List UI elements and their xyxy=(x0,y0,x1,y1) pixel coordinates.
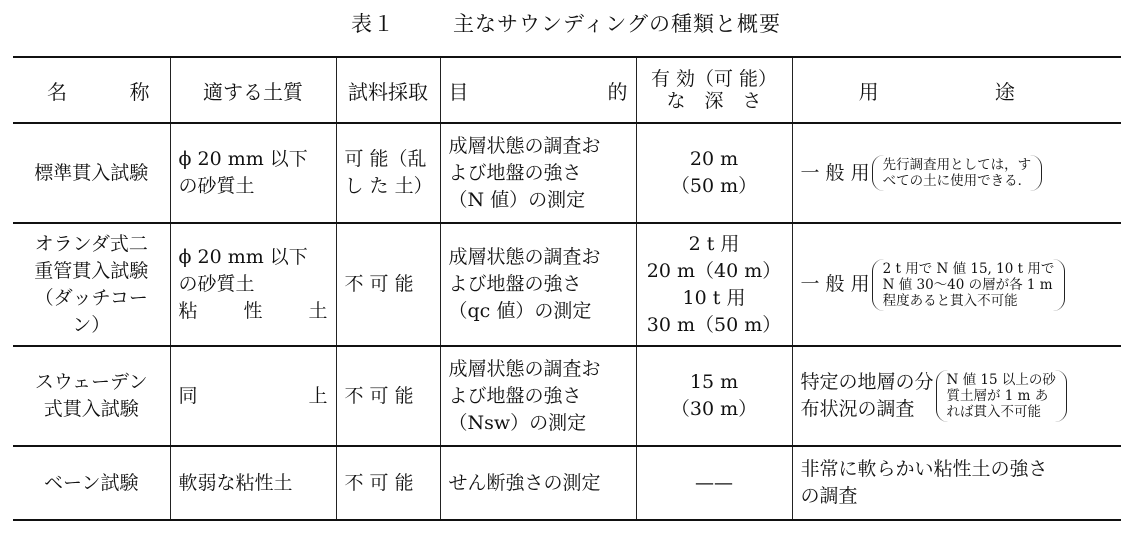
cell-purpose: せん断強さの測定 xyxy=(440,446,636,520)
use-note: N 値 15 以上の砂 質土層が 1 m あ れば貫入不可能 xyxy=(936,370,1067,422)
cell-sampling: 不 可 能 xyxy=(336,446,440,520)
cell-depth: 2 t 用 20 m（40 m） 10 t 用 30 m（50 m） xyxy=(636,223,792,346)
table-caption xyxy=(0,8,1132,38)
header-soil: 適する土質 xyxy=(170,57,336,123)
cell-purpose: 成層状態の調査お よび地盤の強さ （N 値）の測定 xyxy=(440,123,636,223)
cell-sampling: 可 能（乱 し た 土） xyxy=(336,123,440,223)
cell-use: 特定の地層の分 布状況の調査 N 値 15 以上の砂 質土層が 1 m あ れば貫入不可能 xyxy=(792,346,1121,446)
cell-sampling: 不 可 能 xyxy=(336,223,440,346)
cell-soil: ϕ 20 mm 以下 の砂質土 粘 性 土 xyxy=(170,223,336,346)
cell-name: ベーン試験 xyxy=(13,446,170,520)
cell-soil: ϕ 20 mm 以下 の砂質土 xyxy=(170,123,336,223)
cell-sampling: 不 可 能 xyxy=(336,346,440,446)
cell-use: 一 般 用 2 t 用で N 値 15, 10 t 用で N 値 30～40 の層が各 1 m 程度あると貫入不可能 xyxy=(792,223,1121,346)
cell-purpose: 成層状態の調査お よび地盤の強さ （Nsw）の測定 xyxy=(440,346,636,446)
table-row xyxy=(13,346,1121,446)
cell-purpose: 成層状態の調査お よび地盤の強さ （qc 値）の測定 xyxy=(440,223,636,346)
cell-use: 非常に軟らかい粘性土の強さ の調査 xyxy=(792,446,1121,520)
table-row xyxy=(13,123,1121,223)
cell-name: スウェーデン 式貫入試験 xyxy=(13,346,170,446)
use-note: 先行調査用としては，す べての土に使用できる． xyxy=(872,155,1043,191)
header-sampling: 試料採取 xyxy=(336,57,440,123)
cell-soil: 同 上 xyxy=(170,346,336,446)
cell-name: オランダ式二 重管貫入試験 （ダッチコーン） xyxy=(13,223,170,346)
header-depth: 有 効（可 能） な 深 さ xyxy=(636,57,792,123)
cell-depth: 20 m （50 m） xyxy=(636,123,792,223)
cell-use: 一 般 用 先行調査用としては，す べての土に使用できる． xyxy=(792,123,1121,223)
header-use: 用 途 xyxy=(792,57,1121,123)
caption-number: 表１ xyxy=(351,12,396,36)
header-row xyxy=(13,57,1121,123)
table-row xyxy=(13,446,1121,520)
header-name: 名 称 xyxy=(13,57,170,123)
table-row xyxy=(13,223,1121,346)
sounding-table xyxy=(13,56,1121,521)
cell-depth: 15 m （30 m） xyxy=(636,346,792,446)
cell-depth: —— xyxy=(636,446,792,520)
cell-soil: 軟弱な粘性土 xyxy=(170,446,336,520)
cell-name: 標準貫入試験 xyxy=(13,123,170,223)
caption-title: 主なサウンディングの種類と概要 xyxy=(453,12,781,36)
use-note: 2 t 用で N 値 15, 10 t 用で N 値 30～40 の層が各 1 m 程度あると貫入不可能 xyxy=(872,259,1066,311)
header-purpose: 目 的 xyxy=(440,57,636,123)
